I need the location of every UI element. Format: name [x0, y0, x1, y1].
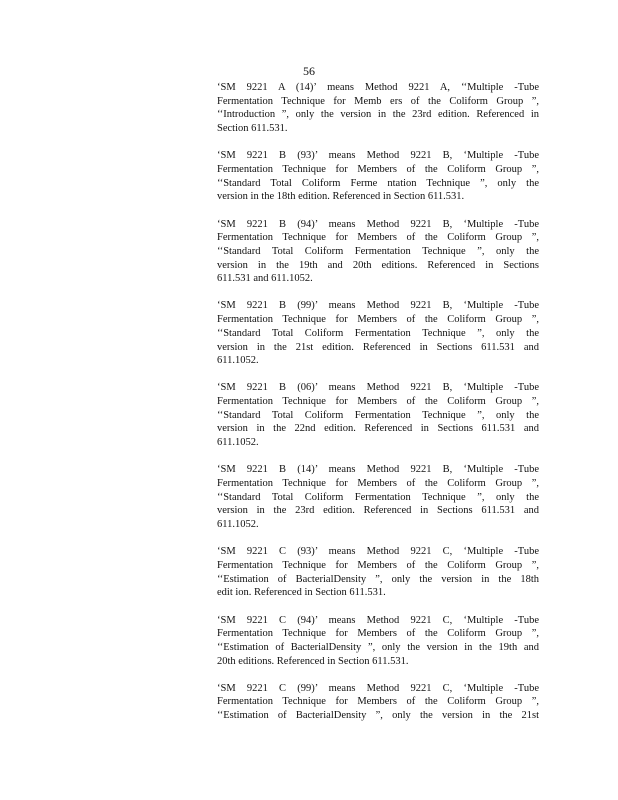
definition-line: Fermentation Technique for Members of the Coliform Group ”,	[217, 628, 539, 640]
definition-line: ‘SM 9221 B (99)’ means Method 9221 B, ‘Multiple -Tube	[217, 300, 539, 312]
definition-entry	[217, 614, 539, 669]
definition-line: ‘SM 9221 C (93)’ means Method 9221 C, ‘Multiple -Tube	[217, 546, 539, 558]
page-number: 56	[303, 64, 315, 78]
definition-line: ‘‘Estimation of BacterialDensity ”, only the version in the 18th	[217, 573, 539, 585]
definition-line: 20th editions. Referenced in Section 611.531.	[217, 655, 409, 667]
definition-entry	[217, 545, 539, 600]
definition-line: 611.1052.	[217, 519, 259, 531]
definition-line: version in the 23rd edition. Referenced in Sections 611.531 and	[217, 505, 539, 517]
definition-line: Fermentation Technique for Memb ers of the Coliform Group ”,	[217, 95, 539, 107]
definition-entry	[217, 463, 539, 531]
definition-line: Fermentation Technique for Members of the Coliform Group ”,	[217, 696, 539, 708]
definition-line: ‘‘Estimation of BacterialDensity ”, only the version in the 19th and	[217, 641, 539, 653]
definition-line: ‘SM 9221 B (94)’ means Method 9221 B, ‘Multiple -Tube	[217, 218, 539, 230]
definition-line: ‘‘Standard Total Coliform Fermentation Technique ”, only the	[217, 245, 539, 257]
definition-line: Fermentation Technique for Members of the Coliform Group ”,	[217, 232, 539, 244]
definition-line: version in the 18th edition. Referenced in Section 611.531.	[217, 191, 465, 203]
definition-line: Fermentation Technique for Members of the Coliform Group ”,	[217, 314, 539, 326]
definition-line: Fermentation Technique for Members of the Coliform Group ”,	[217, 163, 539, 175]
definition-entry	[217, 299, 539, 367]
definition-line: ‘‘Standard Total Coliform Fermentation Technique ”, only the	[217, 409, 539, 421]
definitions-list	[217, 81, 539, 736]
definition-line: 611.531 and 611.1052.	[217, 273, 313, 285]
definition-line: Fermentation Technique for Members of the Coliform Group ”,	[217, 396, 539, 408]
definition-entry	[217, 682, 539, 723]
definition-line: 611.1052.	[217, 355, 259, 367]
definition-line: ‘SM 9221 B (06)’ means Method 9221 B, ‘Multiple -Tube	[217, 382, 539, 394]
definition-line: 611.1052.	[217, 437, 259, 449]
definition-entry	[217, 381, 539, 449]
definition-line: ‘SM 9221 B (93)’ means Method 9221 B, ‘Multiple -Tube	[217, 150, 539, 162]
definition-line: ‘‘Standard Total Coliform Ferme ntation Technique ”, only the	[217, 177, 539, 189]
definition-line: Fermentation Technique for Members of the Coliform Group ”,	[217, 478, 539, 489]
definition-line: ‘‘Introduction ”, only the version in the 23rd edition. Referenced in	[217, 109, 539, 121]
definition-line: ‘‘Standard Total Coliform Fermentation Technique ”, only the	[217, 491, 539, 503]
definition-line: version in the 22nd edition. Referenced in Sections 611.531 and	[217, 423, 539, 435]
definition-line: edit ion. Referenced in Section 611.531.	[217, 587, 386, 599]
definition-entry	[217, 81, 539, 136]
definition-line: ‘SM 9221 C (99)’ means Method 9221 C, ‘Multiple -Tube	[217, 682, 539, 694]
definition-line: ‘SM 9221 A (14)’ means Method 9221 A, ‘‘Multiple -Tube	[217, 82, 539, 93]
definition-entry	[217, 149, 539, 204]
definition-line: version in the 21st edition. Referenced in Sections 611.531 and	[217, 341, 539, 353]
definition-line: ‘SM 9221 C (94)’ means Method 9221 C, ‘Multiple -Tube	[217, 614, 539, 626]
definition-line: ‘SM 9221 B (14)’ means Method 9221 B, ‘Multiple -Tube	[217, 464, 539, 476]
definition-line: Section 611.531.	[217, 123, 288, 135]
definition-entry	[217, 218, 539, 286]
definition-line: ‘‘Estimation of BacterialDensity ”, only the version in the 21st	[217, 710, 539, 722]
definition-line: Fermentation Technique for Members of the Coliform Group ”,	[217, 559, 539, 571]
definition-line: ‘‘Standard Total Coliform Fermentation Technique ”, only the	[217, 327, 539, 339]
definition-line: version in the 19th and 20th editions. Referenced in Sections	[217, 259, 539, 271]
